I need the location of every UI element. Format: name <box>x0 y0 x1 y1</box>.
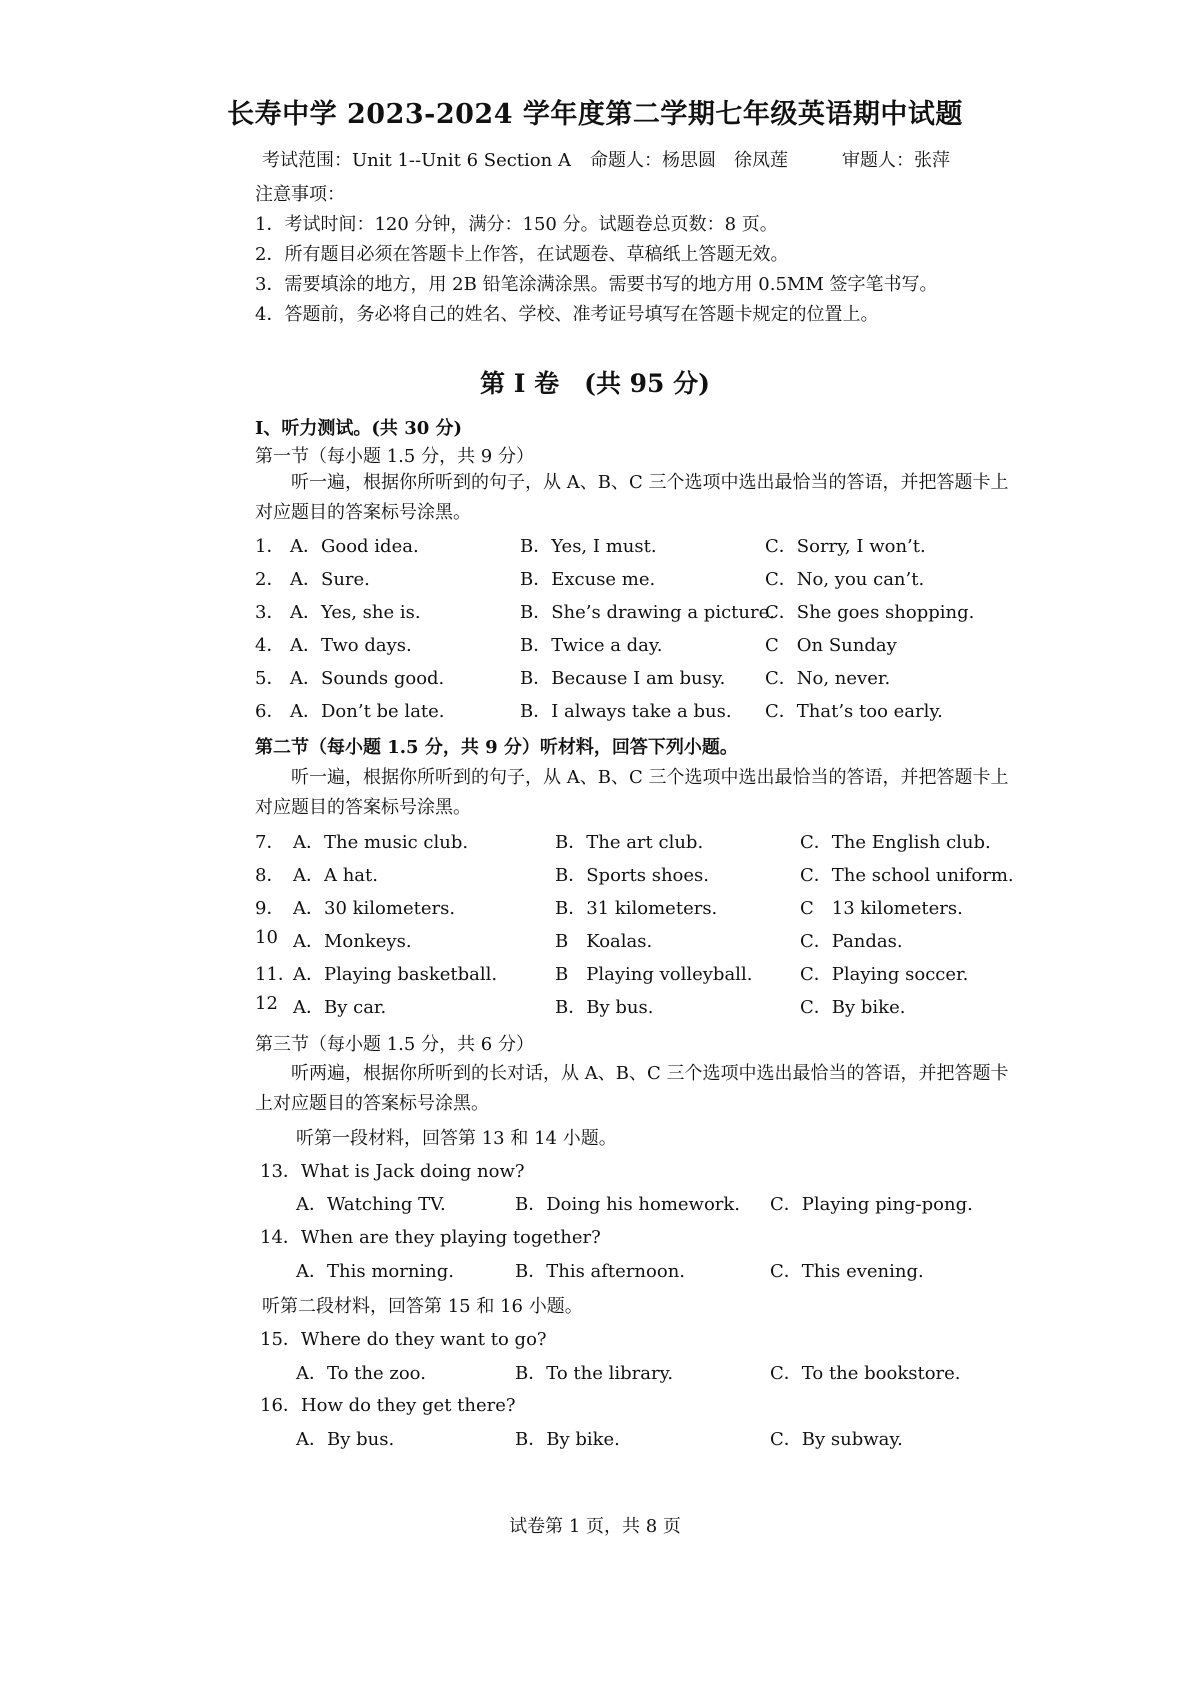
option-a: A．Sure. <box>290 569 370 590</box>
exam-title: 长寿中学 2023-2024 学年度第二学期七年级英语期中试题 <box>227 99 963 130</box>
option-c: C．Pandas. <box>800 931 903 952</box>
option-a: A．This morning. <box>296 1261 455 1282</box>
material1-note: 听第一段材料，回答第 13 和 14 小题。 <box>296 1128 617 1149</box>
option-b: B．Doing his homework. <box>515 1194 741 1215</box>
option-c: C．No, you can’t. <box>765 569 925 590</box>
option-b: B．Sports shoes. <box>555 865 709 886</box>
question-number: 8． <box>255 865 285 886</box>
option-c: C．To the bookstore. <box>770 1363 961 1384</box>
question-row <box>0 993 1190 1023</box>
option-a: A．30 kilometers. <box>293 898 456 919</box>
question-row <box>0 1425 1190 1455</box>
question-row <box>0 1359 1190 1389</box>
question-number: 6． <box>255 701 285 722</box>
option-a: A．Watching TV. <box>296 1194 446 1215</box>
question-row <box>0 697 1190 727</box>
question-row <box>0 1257 1190 1287</box>
option-a: A．Good idea. <box>290 536 419 557</box>
question-row <box>0 631 1190 661</box>
section2-heading: 第二节（每小题 1.5 分，共 9 分）听材料，回答下列小题。 <box>255 737 738 758</box>
option-c: C．The English club. <box>800 832 991 853</box>
question-row <box>0 532 1190 562</box>
option-a: A．Monkeys. <box>293 931 412 952</box>
option-c: C．She goes shopping. <box>765 602 975 623</box>
question-number: 9． <box>255 898 285 919</box>
note-item: 2．所有题目必须在答题卡上作答，在试题卷、草稿纸上答题无效。 <box>255 244 789 265</box>
note-item: 3．需要填涂的地方，用 2B 铅笔涂满涂黑。需要书写的地方用 0.5MM 签字笔书写。 <box>255 274 938 295</box>
option-c: C．Playing ping-pong. <box>770 1194 973 1215</box>
section2-instruction: 听一遍，根据你所听到的句子，从 A、B、C 三个选项中选出最恰当的答语，并把答题卡上对应题目的答案标号涂黑。 <box>255 767 1009 818</box>
question-row <box>0 894 1190 924</box>
option-c: C．The school uniform. <box>800 865 1014 886</box>
option-c: C．Sorry, I won’t. <box>765 536 926 557</box>
option-c: C．By subway. <box>770 1429 903 1450</box>
question-number: 5． <box>255 668 285 689</box>
option-a: A．A hat. <box>293 865 378 886</box>
question-number: 2． <box>255 569 285 590</box>
option-c: C．By bike. <box>800 997 906 1018</box>
option-b: B．To the library. <box>515 1363 674 1384</box>
question-row <box>0 861 1190 891</box>
option-b: B．This afternoon. <box>515 1261 686 1282</box>
option-b: B．By bike. <box>515 1429 620 1450</box>
page-footer: 试卷第 1 页，共 8 页 <box>509 1516 681 1537</box>
question-stem: 13．What is Jack doing now? <box>260 1161 525 1182</box>
option-b: B．Because I am busy. <box>520 668 726 689</box>
option-a: A．Two days. <box>290 635 412 656</box>
question-number: 12 <box>255 993 278 1014</box>
exam-setters: 命题人：杨思圆 徐凤莲 <box>590 150 788 171</box>
question-number: 3． <box>255 602 285 623</box>
option-b: B．The art club. <box>555 832 704 853</box>
exam-scope: 考试范围：Unit 1--Unit 6 Section A <box>262 150 571 171</box>
volume-title: 第 I 卷 (共 95 分) <box>480 369 710 398</box>
question-row <box>0 927 1190 957</box>
note-item: 4．答题前，务必将自己的姓名、学校、准考证号填写在答题卡规定的位置上。 <box>255 304 879 325</box>
material2-note: 听第二段材料，回答第 15 和 16 小题。 <box>262 1296 583 1317</box>
option-b: B．Twice a day. <box>520 635 663 656</box>
option-a: A．Sounds good. <box>290 668 445 689</box>
option-b: B．By bus. <box>555 997 654 1018</box>
option-b: B Playing volleyball. <box>555 964 753 985</box>
option-a: A．To the zoo. <box>296 1363 426 1384</box>
option-c: C．That’s too early. <box>765 701 943 722</box>
exam-reviewer: 审题人：张萍 <box>842 150 950 171</box>
question-stem: 16．How do they get there? <box>260 1395 516 1416</box>
part1-heading: I、听力测试。(共 30 分) <box>255 418 463 439</box>
option-b: B．I always take a bus. <box>520 701 732 722</box>
question-stem: 14．When are they playing together? <box>260 1227 601 1248</box>
notes-heading: 注意事项： <box>255 184 345 205</box>
option-a: A．By bus. <box>296 1429 395 1450</box>
question-row <box>0 960 1190 990</box>
question-row <box>0 664 1190 694</box>
section3-heading: 第三节（每小题 1.5 分，共 6 分） <box>255 1034 534 1055</box>
section1-heading: 第一节（每小题 1.5 分，共 9 分） <box>255 446 534 467</box>
note-item: 1．考试时间：120 分钟，满分：150 分。试题卷总页数：8 页。 <box>255 214 778 235</box>
option-b: B Koalas. <box>555 931 653 952</box>
option-a: A．By car. <box>293 997 387 1018</box>
question-row <box>0 828 1190 858</box>
option-c: C．Playing soccer. <box>800 964 969 985</box>
question-number: 11． <box>255 964 296 985</box>
section3-instruction: 听两遍，根据你所听到的长对话，从 A、B、C 三个选项中选出最恰当的答语，并把答题卡上对应题目的答案标号涂黑。 <box>255 1063 1009 1114</box>
option-a: A．The music club. <box>293 832 469 853</box>
option-c: C 13 kilometers. <box>800 898 963 919</box>
option-b: B．She’s drawing a picture. <box>520 602 775 623</box>
question-row <box>0 598 1190 628</box>
option-c: C．No, never. <box>765 668 891 689</box>
question-number: 7． <box>255 832 285 853</box>
option-b: B．Excuse me. <box>520 569 656 590</box>
question-row <box>0 565 1190 595</box>
question-number: 10 <box>255 927 278 948</box>
option-c: C．This evening. <box>770 1261 924 1282</box>
option-a: A．Don’t be late. <box>290 701 445 722</box>
question-stem: 15．Where do they want to go? <box>260 1329 547 1350</box>
question-number: 4． <box>255 635 285 656</box>
question-number: 1． <box>255 536 285 557</box>
section1-instruction: 听一遍，根据你所听到的句子，从 A、B、C 三个选项中选出最恰当的答语，并把答题卡上对应题目的答案标号涂黑。 <box>255 472 1009 523</box>
option-c: C On Sunday <box>765 635 897 656</box>
option-a: A．Yes, she is. <box>290 602 421 623</box>
option-a: A．Playing basketball. <box>293 964 498 985</box>
option-b: B．Yes, I must. <box>520 536 657 557</box>
question-row <box>0 1190 1190 1220</box>
option-b: B．31 kilometers. <box>555 898 718 919</box>
